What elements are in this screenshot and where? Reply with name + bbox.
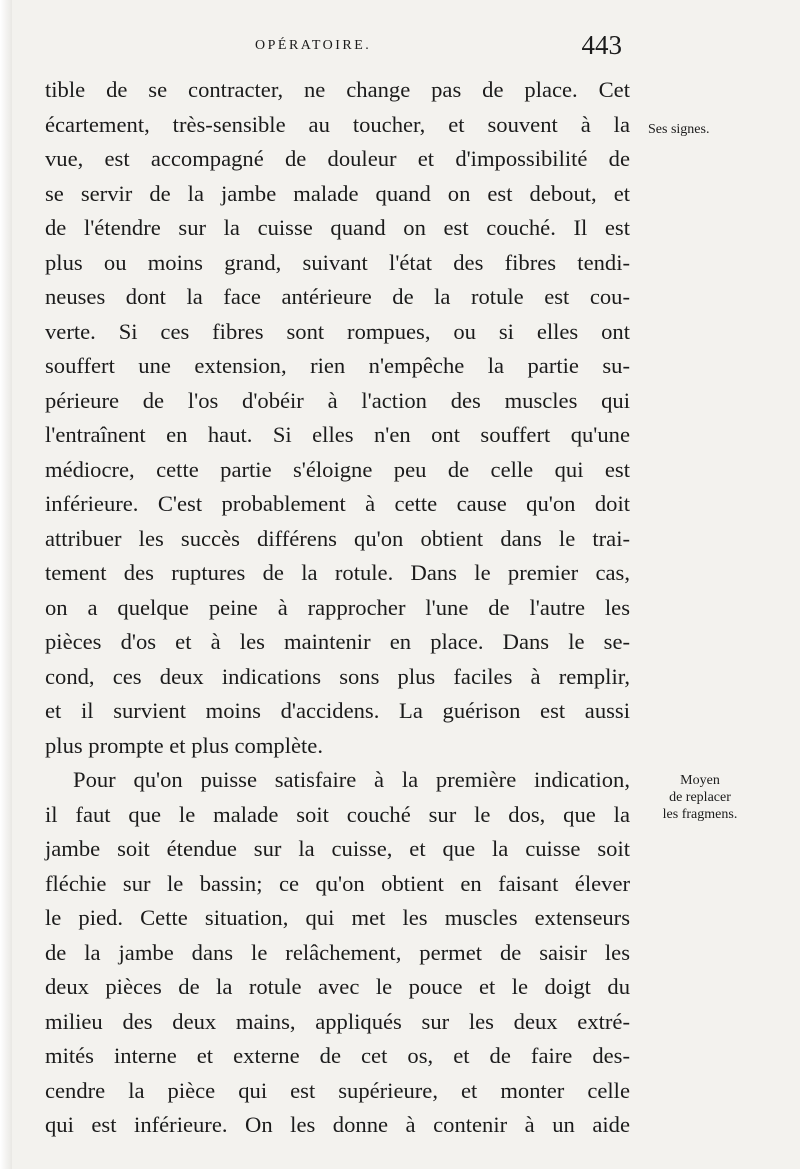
text-line: pièces d'os et à les maintenir en place. Dans le se- (45, 629, 630, 654)
text-line: périeure de l'os d'obéir à l'action des muscles qui (45, 387, 630, 413)
text-line: milieu des deux mains, appliqués sur les deux extré- (45, 1008, 630, 1034)
margin-note-line: les fragmens. (662, 807, 738, 822)
text-line: deux pièces de la rotule avec le pouce et le doigt du (45, 974, 630, 999)
text-line: souffert une extension, rien n'empêche la partie su- (45, 353, 630, 378)
text-line: de la jambe dans le relâchement, permet de saisir les (45, 939, 630, 965)
margin-note-line: de replacer (669, 790, 731, 805)
text-line: écartement, très-sensible au toucher, et souvent à la (45, 111, 630, 137)
text-line: cendre la pièce qui est supérieure, et monter celle (45, 1077, 630, 1103)
margin-note-signes: Ses signes. (648, 122, 710, 137)
text-line: fléchie sur le bassin; ce qu'on obtient en faisant élever (45, 870, 630, 896)
running-head: OPÉRATOIRE. (255, 38, 372, 53)
text-line: tement des ruptures de la rotule. Dans le premier cas, (45, 560, 630, 585)
text-line: plus prompte et plus complète. (45, 732, 323, 758)
text-line: neuses dont la face antérieure de la rotule est cou- (45, 284, 630, 309)
page-header (45, 30, 630, 70)
text-line: tible de se contracter, ne change pas de place. Cet (45, 77, 630, 102)
text-line: médiocre, cette partie s'éloigne peu de celle qui est (45, 456, 630, 482)
body-text (45, 73, 630, 1143)
text-line: il faut que le malade soit couché sur le dos, que la (45, 801, 630, 827)
page-edge (0, 0, 12, 1169)
text-line: l'entraînent en haut. Si elles n'en ont souffert qu'une (45, 422, 630, 447)
text-line: de l'étendre sur la cuisse quand on est couché. Il est (45, 215, 630, 240)
margin-note-line: Moyen (680, 773, 720, 788)
text-line: jambe soit étendue sur la cuisse, et que la cuisse soit (45, 836, 630, 861)
text-line: et il survient moins d'accidens. La guérison est aussi (45, 698, 630, 723)
text-line: verte. Si ces fibres sont rompues, ou si elles ont (45, 318, 630, 344)
margin-note-moyen (642, 772, 758, 823)
page-number: 443 (581, 30, 622, 60)
text-line: plus ou moins grand, suivant l'état des fibres tendi- (45, 249, 630, 275)
text-line: qui est inférieure. On les donne à contenir à un aide (45, 1112, 630, 1137)
text-line: on a quelque peine à rapprocher l'une de l'autre les (45, 594, 630, 620)
text-line: le pied. Cette situation, qui met les muscles extenseurs (45, 905, 630, 930)
text-line: cond, ces deux indications sons plus faciles à remplir, (45, 663, 630, 689)
text-line: mités interne et externe de cet os, et de faire des- (45, 1043, 630, 1068)
text-line: inférieure. C'est probablement à cette cause qu'on doit (45, 491, 630, 516)
text-line: vue, est accompagné de douleur et d'impossibilité de (45, 146, 630, 171)
text-line: attribuer les succès différens qu'on obtient dans le trai- (45, 525, 630, 551)
text-line: se servir de la jambe malade quand on est debout, et (45, 180, 630, 206)
text-line: Pour qu'on puisse satisfaire à la première indication, (73, 767, 630, 792)
